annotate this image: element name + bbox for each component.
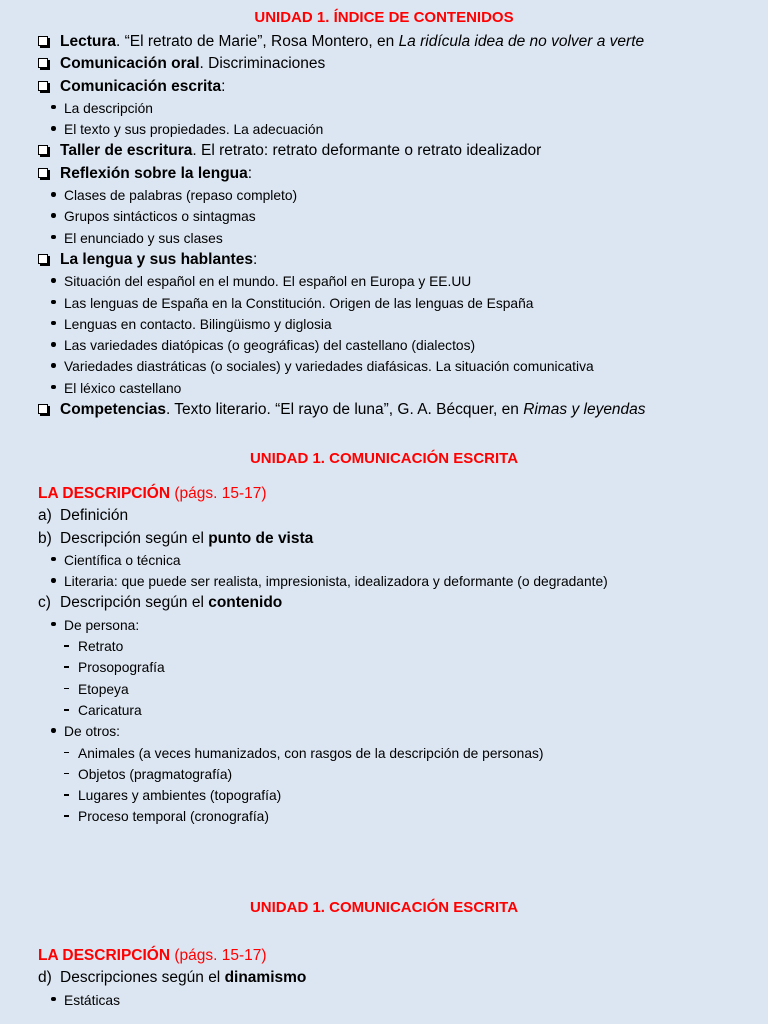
section-heading xyxy=(0,483,768,505)
bullet-dot-icon xyxy=(51,728,56,733)
sub-sub-item xyxy=(0,806,768,827)
sub-item xyxy=(0,356,768,377)
index-item-reflexion xyxy=(0,163,768,185)
letter-item-a xyxy=(0,505,768,527)
sub-item xyxy=(0,615,768,636)
bullet-dot-icon xyxy=(51,321,56,326)
sub-item xyxy=(0,206,768,227)
bullet-dot-icon xyxy=(51,385,56,390)
index-item-lectura xyxy=(0,31,768,53)
item-italic: La ridícula idea de no volver a verte xyxy=(398,33,645,50)
bullet-dot-icon xyxy=(51,363,56,368)
letter-item-text: Descripción según el xyxy=(60,529,209,547)
index-item-taller xyxy=(0,140,768,162)
dash-bullet-icon xyxy=(64,645,69,647)
letter-marker: b) xyxy=(38,529,52,547)
sub-item xyxy=(0,335,768,356)
sub-item xyxy=(0,990,768,1011)
checkbox-bullet-icon xyxy=(38,168,48,178)
slide-index xyxy=(0,7,768,421)
sub-sub-item xyxy=(0,679,768,700)
sub-item xyxy=(0,185,768,206)
index-item-comunicacion-escrita xyxy=(0,76,768,98)
bullet-dot-icon xyxy=(51,622,56,627)
sub-item-text: Clases de palabras (repaso completo) xyxy=(64,188,298,204)
checkbox-bullet-icon xyxy=(38,36,48,46)
sub-sub-item-text: Proceso temporal (cronografía) xyxy=(78,809,269,825)
dash-bullet-icon xyxy=(64,709,69,711)
letter-item-b xyxy=(0,528,768,550)
bullet-dot-icon xyxy=(51,557,56,562)
sub-item-text: El léxico castellano xyxy=(64,380,182,396)
item-bold: Lectura xyxy=(60,33,116,50)
index-item-competencias xyxy=(0,399,768,421)
item-bold: Reflexión sobre la lengua xyxy=(60,164,248,182)
item-italic: Rimas y leyendas xyxy=(523,401,646,419)
item-text: : xyxy=(252,250,258,268)
sub-item xyxy=(0,721,768,742)
letter-item-d xyxy=(0,967,768,989)
bullet-dot-icon xyxy=(51,342,56,347)
heading-label: LA DESCRIPCIÓN xyxy=(38,485,171,502)
sub-item xyxy=(0,571,768,592)
sub-sub-item-text: Caricatura xyxy=(78,702,142,718)
checkbox-bullet-icon xyxy=(38,81,48,91)
bullet-dot-icon xyxy=(51,235,56,240)
slide-comunicacion-escrita xyxy=(0,448,768,828)
checkbox-bullet-icon xyxy=(38,404,48,414)
sub-item-text: De persona: xyxy=(64,617,140,633)
sub-item xyxy=(0,293,768,314)
checkbox-bullet-icon xyxy=(38,145,48,155)
sub-item xyxy=(0,98,768,119)
sub-item-text: Grupos sintácticos o sintagmas xyxy=(64,209,256,225)
item-text: . “El retrato de Marie”, Rosa Montero, en xyxy=(116,33,399,50)
item-bold: Competencias xyxy=(60,401,166,419)
sub-item-text: La descripción xyxy=(64,100,153,116)
sub-item-text: El enunciado y sus clases xyxy=(64,230,223,246)
item-bold: La lengua y sus hablantes xyxy=(60,250,253,268)
sub-item-text: Situación del español en el mundo. El español en Europa y EE.UU xyxy=(64,274,472,290)
bullet-dot-icon xyxy=(51,300,56,305)
sub-sub-item xyxy=(0,785,768,806)
sub-sub-item-text: Retrato xyxy=(78,639,124,655)
checkbox-bullet-icon xyxy=(38,254,48,264)
dash-bullet-icon xyxy=(64,815,69,817)
letter-item-bold: punto de vista xyxy=(208,529,314,547)
sub-item-text: Las variedades diatópicas (o geográficas) del castellano (dialectos) xyxy=(64,338,476,354)
bullet-dot-icon xyxy=(51,213,56,218)
letter-marker: a) xyxy=(38,507,52,525)
sub-item xyxy=(0,314,768,335)
slide-comunicacion-escrita-2 xyxy=(0,897,768,1011)
letter-item-text: Descripción según el xyxy=(60,594,209,612)
item-text: : xyxy=(247,164,253,182)
sub-sub-item xyxy=(0,743,768,764)
bullet-dot-icon xyxy=(51,578,56,583)
bullet-dot-icon xyxy=(51,126,56,131)
item-text: : xyxy=(221,77,226,95)
sub-item xyxy=(0,119,768,140)
dash-bullet-icon xyxy=(64,752,69,754)
sub-sub-item xyxy=(0,700,768,721)
bullet-dot-icon xyxy=(51,192,56,197)
sub-item-text: Lenguas en contacto. Bilingüismo y diglosia xyxy=(64,316,332,332)
dash-bullet-icon xyxy=(64,666,69,668)
sub-sub-item xyxy=(0,636,768,657)
item-text: . Texto literario. “El rayo de luna”, G. A. Bécquer, en xyxy=(165,401,524,419)
heading-label: LA DESCRIPCIÓN xyxy=(38,947,171,964)
dash-bullet-icon xyxy=(64,794,69,796)
sub-item xyxy=(0,550,768,571)
slide-title: UNIDAD 1. COMUNICACIÓN ESCRITA xyxy=(249,450,519,467)
sub-item-text: De otros: xyxy=(64,724,120,740)
sub-item xyxy=(0,378,768,399)
bullet-dot-icon xyxy=(51,278,56,283)
sub-sub-item-text: Lugares y ambientes (topografía) xyxy=(78,788,282,804)
sub-sub-item-text: Prosopografía xyxy=(78,660,165,676)
item-text: . El retrato: retrato deformante o retrato idealizador xyxy=(192,142,542,160)
dash-bullet-icon xyxy=(64,688,69,690)
item-bold: Taller de escritura xyxy=(60,142,193,160)
slide-title: UNIDAD 1. COMUNICACIÓN ESCRITA xyxy=(249,899,519,916)
slide-title: UNIDAD 1. ÍNDICE DE CONTENIDOS xyxy=(254,9,514,26)
index-item-comunicacion-oral xyxy=(0,53,768,75)
index-item-hablantes xyxy=(0,249,768,271)
dash-bullet-icon xyxy=(64,773,69,775)
sub-sub-item-text: Animales (a veces humanizados, con rasgos de la descripción de personas) xyxy=(78,745,544,761)
letter-marker: c) xyxy=(38,594,51,612)
checkbox-bullet-icon xyxy=(38,58,48,68)
letter-item-text: Descripciones según el xyxy=(60,969,225,987)
item-bold: Comunicación escrita xyxy=(60,77,222,95)
sub-sub-item-text: Objetos (pragmatografía) xyxy=(78,766,233,782)
sub-item-text: Variedades diastráticas (o sociales) y variedades diafásicas. La situación comunicativa xyxy=(64,359,594,375)
bullet-dot-icon xyxy=(51,105,56,110)
bullet-dot-icon xyxy=(51,997,56,1002)
item-bold: Comunicación oral xyxy=(60,55,200,73)
sub-item-text: Científica o técnica xyxy=(64,552,181,568)
heading-pages: (págs. 15-17) xyxy=(174,485,267,502)
sub-item-text: Las lenguas de España en la Constitución. Origen de las lenguas de España xyxy=(64,295,534,311)
letter-item-bold: dinamismo xyxy=(224,969,307,987)
letter-item-c xyxy=(0,592,768,614)
sub-item-text: El texto y sus propiedades. La adecuación xyxy=(64,122,324,138)
sub-sub-item xyxy=(0,657,768,678)
sub-sub-item-text: Etopeya xyxy=(78,681,129,697)
sub-item xyxy=(0,271,768,292)
section-heading xyxy=(0,945,768,967)
sub-item-text: Literaria: que puede ser realista, impresionista, idealizadora y deformante (o degradante) xyxy=(64,574,608,590)
letter-marker: d) xyxy=(38,969,52,987)
letter-item-text: Definición xyxy=(60,507,129,525)
letter-item-bold: contenido xyxy=(208,594,283,612)
sub-item-text: Estáticas xyxy=(64,992,120,1008)
item-text: . Discriminaciones xyxy=(199,55,326,73)
heading-pages: (págs. 15-17) xyxy=(174,947,267,964)
sub-item xyxy=(0,228,768,249)
sub-sub-item xyxy=(0,764,768,785)
